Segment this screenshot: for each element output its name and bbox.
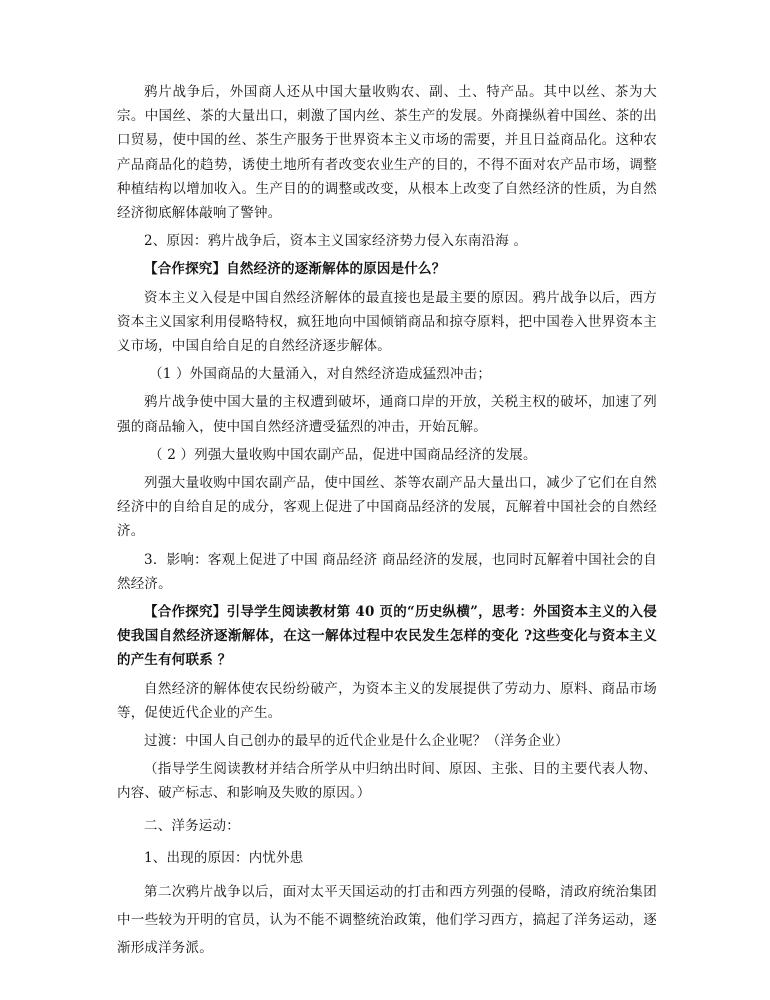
paragraph-sovereignty: 鸦片战争使中国大量的主权遭到破坏，通商口岸的开放，关税主权的破坏，加速了列强的商品输入，使中国自然经济遭受猛烈的冲击，开始瓦解。 [117, 394, 657, 435]
list-item-2: （ 2 ）列强大量收购中国农副产品，促进中国商品经济的发展。 [149, 446, 537, 463]
paragraph-cause: 2、原因：鸦片战争后，资本主义国家经济势力侵入东南沿海 。 [144, 233, 528, 250]
heading-cooperative-inquiry-1: 【合作探究】自然经济的逐渐解体的原因是什么？ [144, 261, 446, 278]
paragraph-peasants-bankrupt: 自然经济的解体使农民纷纷破产，为资本主义的发展提供了劳动力、原料、商品市场等，促使近代企业的产生。 [117, 680, 657, 721]
paragraph-silk-tea-export: 鸦片战争后，外国商人还从中国大量收购农、副、土、特产品。其中以丝、茶为大宗。中国丝、茶的大量出口，刺激了国内丝、茶生产的发展。外商操纵着中国丝、茶的出口贸易，使中国的丝、茶生产服务于世界资本主义市场的需要，并且日益商品化。这种农产品商品化的趋势，诱使土地所有者改变农业生产的目的，不得不面对农产品市场，调整种植结构以增加收入。生产目的的调整或改变，从根本上改变了自然经济的性质，为自然经济彻底解体敲响了警钟。 [117, 84, 657, 222]
paragraph-guidance: （指导学生阅读教材并结合所学从中归纳出时间、原因、主张、目的主要代表人物、内容、破产标志、和影响及失败的原因。） [117, 761, 657, 802]
section-heading-westernization: 二、洋务运动： [144, 817, 240, 834]
paragraph-second-opium-war: 第二次鸦片战争以后，面对太平天国运动的打击和西方列强的侵略，清政府统治集团中一些较为开明的官员，认为不能不调整统治政策，他们学习西方，搞起了洋务运动，逐渐形成洋务派。 [117, 884, 657, 957]
document-body [117, 80, 657, 962]
paragraph-capitalist-invasion: 资本主义入侵是中国自然经济解体的最直接也是最主要的原因。鸦片战争以后，西方资本主义国家利用侵略特权，疯狂地向中国倾销商品和掠夺原料，把中国卷入世界资本主义市场，中国自给自足的自然经济逐步解体。 [117, 289, 657, 355]
subheading-reason: 1、出现的原因：内忧外患 [144, 849, 304, 866]
list-item-1: （1 ）外国商品的大量涌入，对自然经济造成猛烈冲击； [149, 366, 492, 383]
paragraph-transition: 过渡：中国人自己创办的最早的近代企业是什么企业呢？（洋务企业） [144, 733, 569, 750]
paragraph-agricultural-purchase: 列强大量收购中国农副产品，使中国丝、茶等农副产品大量出口，减少了它们在自然经济中的自给自足的成分，客观上促进了中国商品经济的发展，瓦解着中国社会的自然经济。 [117, 475, 657, 540]
paragraph-impact: 3．影响：客观上促进了中国 商品经济 商品经济的发展，也同时瓦解着中国社会的自然经济。 [117, 551, 657, 592]
heading-cooperative-inquiry-2: 【合作探究】引导学生阅读教材第 40 页的“历史纵横”，思考：外国资本主义的入侵使我国自然经济逐渐解体，在这一解体过程中农民发生怎样的变化 ?这些变化与资本主义的产生有何联系 ？ [117, 604, 657, 669]
